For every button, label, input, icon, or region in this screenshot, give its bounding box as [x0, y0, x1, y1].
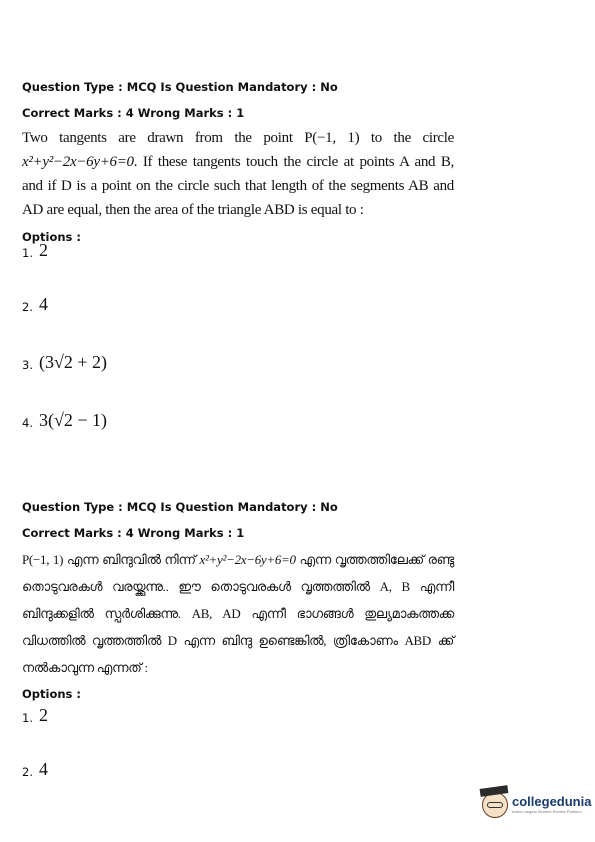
- logo-tagline: India's largest Student Review Platform: [512, 809, 582, 814]
- option-1[interactable]: [22, 240, 48, 260]
- question-text: [22, 126, 454, 222]
- option-value: 3(√2 − 1): [38, 410, 108, 430]
- option-number: 1.: [22, 246, 33, 260]
- option-4[interactable]: [22, 410, 107, 430]
- option-number: 2.: [22, 765, 33, 779]
- options-label: Options :: [22, 687, 81, 701]
- question-text-after: . If these tangents touch the circle at points A and B, and if D is a point on the circle such that length of the segments AB and AD are equal, then the area of the triangle ABD is equal to :: [22, 154, 454, 218]
- option-2[interactable]: [22, 759, 48, 779]
- option-3[interactable]: [22, 352, 107, 372]
- collegedunia-logo: [482, 792, 591, 818]
- option-value: 4: [38, 759, 48, 779]
- option-value: 4: [38, 294, 48, 314]
- question-block-2: [22, 500, 462, 701]
- question-text-before: Two tangents are drawn from the point P(−1, 1) to the circle: [22, 130, 454, 146]
- question-type-line: Question Type : MCQ Is Question Mandatory : No: [22, 500, 338, 514]
- marks-line: Correct Marks : 4 Wrong Marks : 1: [22, 106, 245, 120]
- graduate-mascot-icon: [482, 792, 508, 818]
- circle-equation: x²+y²−2x−6y+6=0: [199, 552, 296, 567]
- option-value: (3√2 + 2): [38, 352, 108, 372]
- option-1[interactable]: [22, 705, 48, 725]
- option-number: 4.: [22, 416, 33, 430]
- question-text-after: എന്ന വൃത്തത്തിലേക്ക് രണ്ടു തൊടുവരകൾ വരയ്ക്കുന്നു.. ഈ തൊടുവരകൾ വൃത്തത്തിൽ A, B എന്നീ ബിന്ദുക്കളിൽ സ്പർശിക്കുന്നു. AB, AD എന്നീ ഭാഗങ്ങൾ തുല്യമാകത്തക്ക വിധത്തിൽ വൃത്തത്തിൽ D എന്ന ബിന്ദു ഉണ്ടെങ്കിൽ, ത്രികോണം ABD ക്ക് നൽകാവുന്ന എന്നത് :: [22, 552, 454, 675]
- options-label: Options :: [22, 230, 81, 244]
- option-number: 3.: [22, 358, 33, 372]
- circle-equation: x²+y²−2x−6y+6=0: [22, 154, 134, 170]
- option-number: 2.: [22, 300, 33, 314]
- question-block-1: [22, 80, 462, 244]
- option-2[interactable]: [22, 294, 48, 314]
- question-text-before: P(−1, 1) എന്ന ബിന്ദുവിൽ നിന്ന്: [22, 552, 200, 567]
- logo-name: collegedunia: [512, 794, 592, 809]
- option-number: 1.: [22, 711, 33, 725]
- question-type-line: Question Type : MCQ Is Question Mandatory : No: [22, 80, 338, 94]
- option-value: 2: [38, 240, 48, 260]
- marks-line: Correct Marks : 4 Wrong Marks : 1: [22, 526, 245, 540]
- option-value: 2: [38, 705, 48, 725]
- question-text: [22, 546, 454, 681]
